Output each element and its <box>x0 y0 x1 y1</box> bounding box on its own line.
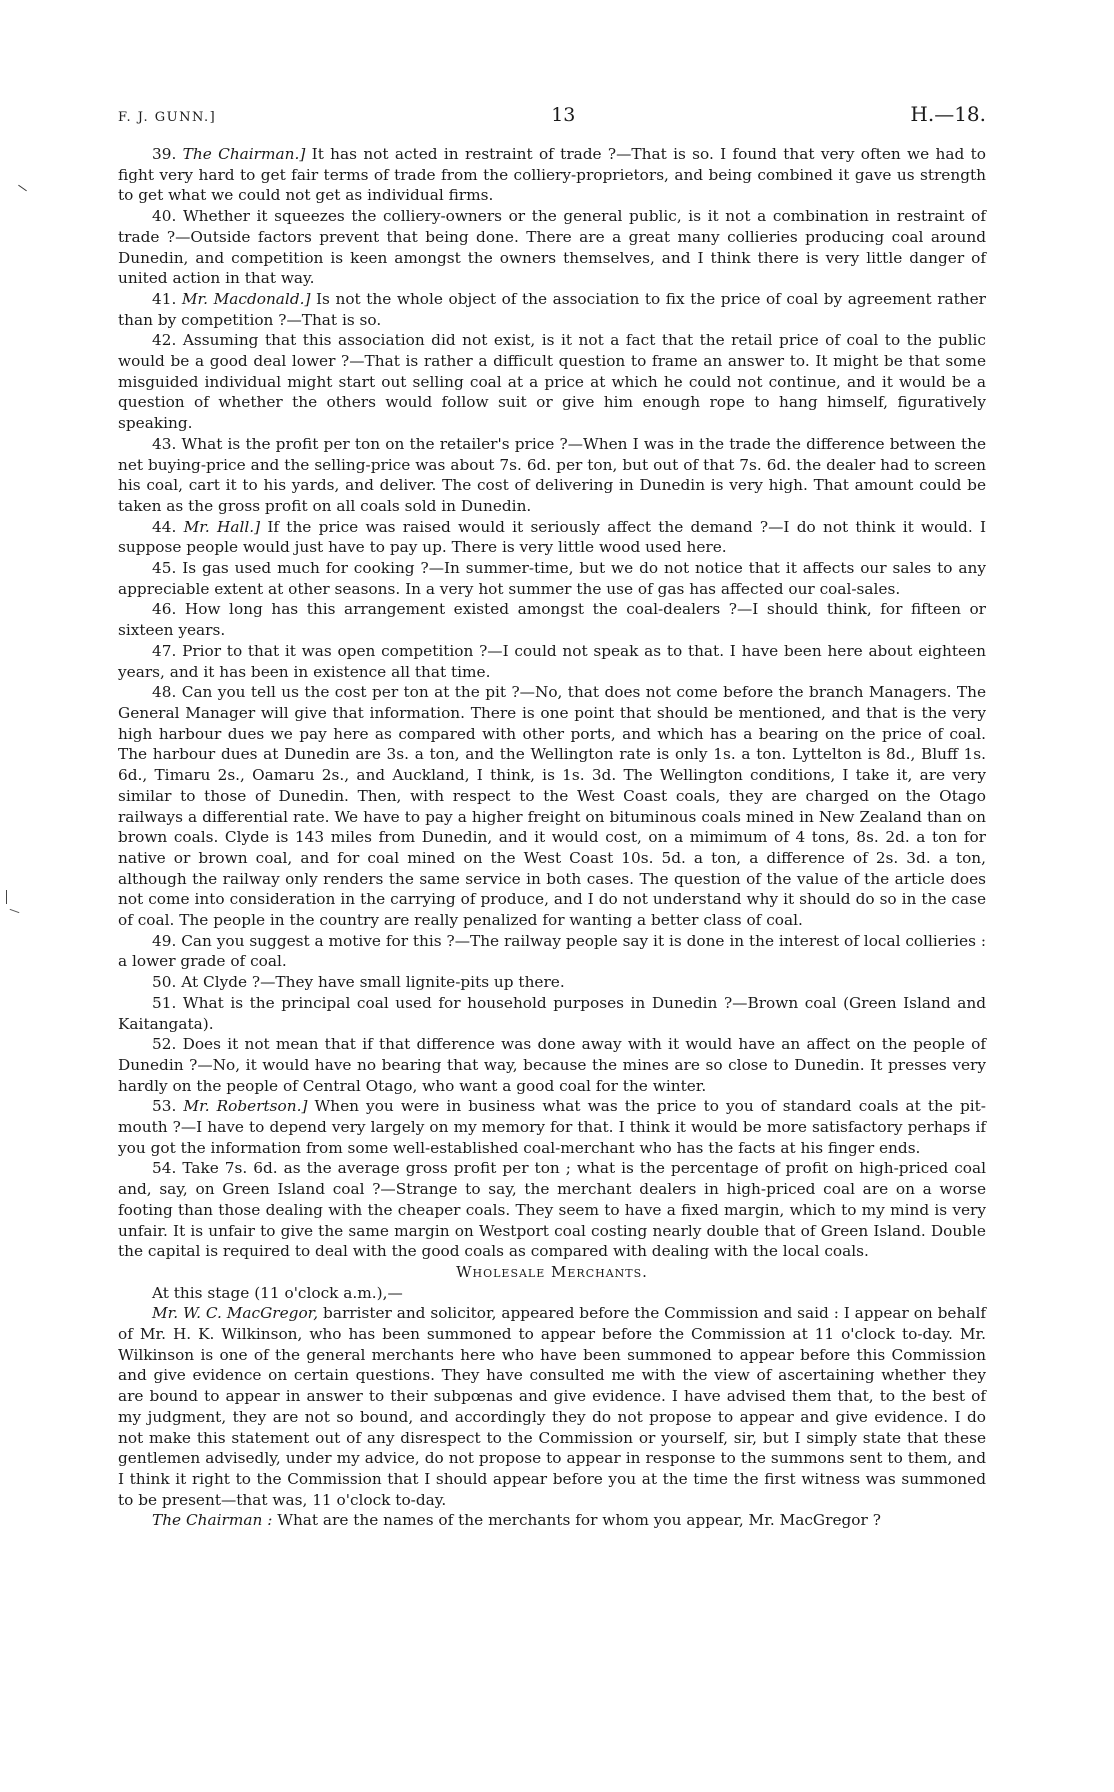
speaker: The Chairman : <box>152 1511 273 1530</box>
page-header <box>118 102 986 126</box>
paragraph-49: 49. Can you suggest a motive for this ?—The railway people say it is done in the interest of local collieries : a lower grade of coal. <box>118 931 986 971</box>
paragraph-51: 51. What is the principal coal used for household purposes in Dunedin ?—Brown coal (Green Island and Kaitangata). <box>118 993 986 1033</box>
margin-mark <box>6 890 7 904</box>
speaker: Mr. Macdonald.] <box>181 289 311 308</box>
paragraph-50: 50. At Clyde ?—They have small lignite-pits up there. <box>152 973 565 992</box>
paragraph-53: 53. Mr. Robertson.] When you were in business what was the price to you of standard coals at the pit-mouth ?—I have to depend very largely on my memory for that. I think it would be more satisfactory perhaps if you got the information from some well-established coal-merchant who has the facts at his finger ends. <box>118 1097 986 1157</box>
paragraph-52: 52. Does it not mean that if that difference was done away with it would have an affect on the people of Dunedin ?—No, it would have no bearing that way, because the mines are so close to Dunedin. It presses very hardly on the people of Central Otago, who want a good coal for the winter. <box>118 1035 986 1095</box>
speaker: Mr. Robertson.] <box>183 1097 308 1116</box>
paragraph-45: 45. Is gas used much for cooking ?—In summer-time, but we do not notice that it affects our sales to any appreciable extent at other seasons. In a very hot summer the use of gas has affected our coal-sales. <box>118 559 986 598</box>
paragraph-41: 41. Mr. Macdonald.] Is not the whole object of the association to fix the price of coal by agreement rather than by competition ?—That is so. <box>118 289 986 329</box>
paragraph-54: 54. Take 7s. 6d. as the average gross profit per ton ; what is the percentage of profit on high-priced coal and, say, on Green Island coal ?—Strange to say, the merchant dealers in high-priced coal are on a worse footing than those dealing with the cheaper coals. They seem to have a fixed margin, which to my mind is very unfair. It is unfair to give the same margin on Westport coal costing nearly double that of Green Island. Double the capital is required to deal with the good coals as compared with dealing with the local coals. <box>118 1159 986 1261</box>
section-heading: Wholesale Merchants. <box>456 1262 648 1281</box>
paragraph-chairman: The Chairman : What are the names of the merchants for whom you appear, Mr. MacGregor ? <box>152 1511 881 1530</box>
margin-mark <box>10 909 20 913</box>
speaker: Mr. W. C. MacGregor, <box>152 1304 319 1323</box>
paragraph-40: 40. Whether it squeezes the colliery-owners or the general public, is it not a combination in restraint of trade ?—Outside factors prevent that being done. There are a great many collieries producing coal around Dunedin, and competition is keen amongst the owners themselves, and I think there is very little danger of united action in that way. <box>118 207 986 288</box>
speaker: Mr. Hall.] <box>183 517 261 536</box>
paragraph-44: 44. Mr. Hall.] If the price was raised would it seriously affect the demand ?—I do not think it would. I suppose people would just have to pay up. There is very little wood used here. <box>118 517 986 557</box>
paragraph-39: 39. The Chairman.] It has not acted in restraint of trade ?—That is so. I found that very often we had to fight very hard to get fair terms of trade from the colliery-proprietors, and being combined it gave us strength to get what we could not get as individual firms. <box>118 145 986 205</box>
paragraph-48: 48. Can you tell us the cost per ton at the pit ?—No, that does not come before the branch Managers. The General Manager will give that information. There is one point that should be mentioned, and that is the very high harbour dues we pay here as compared with other ports, and which has a bearing on the price of coal. The harbour dues at Dunedin are 3s. a ton, and the Wellington rate is only 1s. a ton. Lyttelton is 8d., Bluff 1s. 6d., Timaru 2s., Oamaru 2s., and Auckland, I think, is 1s. 3d. The Wellington conditions, I take it, are very similar to those of Dunedin. Then, with respect to the West Coast coals, they are charged on the Otago railways a differential rate. We have to pay a higher freight on bituminous coals mined in New Zealand than on brown coals. Clyde is 143 miles from Dunedin, and it would cost, on a mimimum of 4 tons, 8s. 2d. a ton for native or brown coal, and for coal mined on the West Coast 10s. 5d. a ton, a difference of 2s. 3d. a ton, although the railway only renders the same service in both cases. The question of the value of the article does not come into consideration in the carrying of produce, and I do not understand why it should do so in the case of coal. The people in the country are really penalized for wanting a better class of coal. <box>118 683 986 930</box>
header-document-ref: H.—18. <box>910 102 986 126</box>
speaker: The Chairman.] <box>182 145 306 163</box>
page-number: 13 <box>551 104 576 126</box>
header-witness: F. J. GUNN.] <box>118 110 217 125</box>
paragraph-47: 47. Prior to that it was open competition ?—I could not speak as to that. I have been here about eighteen years, and it has been in existence all that time. <box>118 641 986 681</box>
paragraph-46: 46. How long has this arrangement existed amongst the coal-dealers ?—I should think, for fifteen or sixteen years. <box>118 600 986 640</box>
paragraph-42: 42. Assuming that this association did not exist, is it not a fact that the retail price of coal to the public would be a good deal lower ?—That is rather a difficult question to frame an answer to. It might be that some misguided individual might start out selling coal at a price at which he could not continue, and it would be a question of whether the others would follow suit or give him enough rope to hang himself, figuratively speaking. <box>118 331 986 433</box>
body-text <box>118 144 986 1531</box>
paragraph-macgregor: Mr. W. C. MacGregor, barrister and solicitor, appeared before the Commission and said : I appear on behalf of Mr. H. K. Wilkinson, who has been summoned to appear before the Commission at 11 o'clock to-day. Mr. Wilkinson is one of the general merchants here who have been summoned to appear before this Commission and give evidence on certain questions. They have consulted me with the view of ascertaining whether they are bound to appear in answer to their subpœnas and give evidence. I have advised them that, to the best of my judgment, they are not so bound, and accordingly they do not propose to appear and give evidence. I do not make this statement out of any disrespect to the Commission or yourself, sir, but I simply state that these gentlemen advisedly, under my advice, do not propose to appear in response to the summons sent to them, and I think it right to the Commission that I should appear before you at the time the first witness was summoned to be present—that was, 11 o'clock to-day. <box>118 1304 987 1509</box>
document-page <box>118 102 986 1531</box>
margin-mark <box>18 185 27 192</box>
stage-note: At this stage (11 o'clock a.m.),— <box>152 1283 403 1302</box>
paragraph-43: 43. What is the profit per ton on the retailer's price ?—When I was in the trade the difference between the net buying-price and the selling-price was about 7s. 6d. per ton, but out of that 7s. 6d. the dealer had to screen his coal, cart it to his yards, and deliver. The cost of delivering in Dunedin is very high. That amount could be taken as the gross profit on all coals sold in Dunedin. <box>118 434 986 515</box>
